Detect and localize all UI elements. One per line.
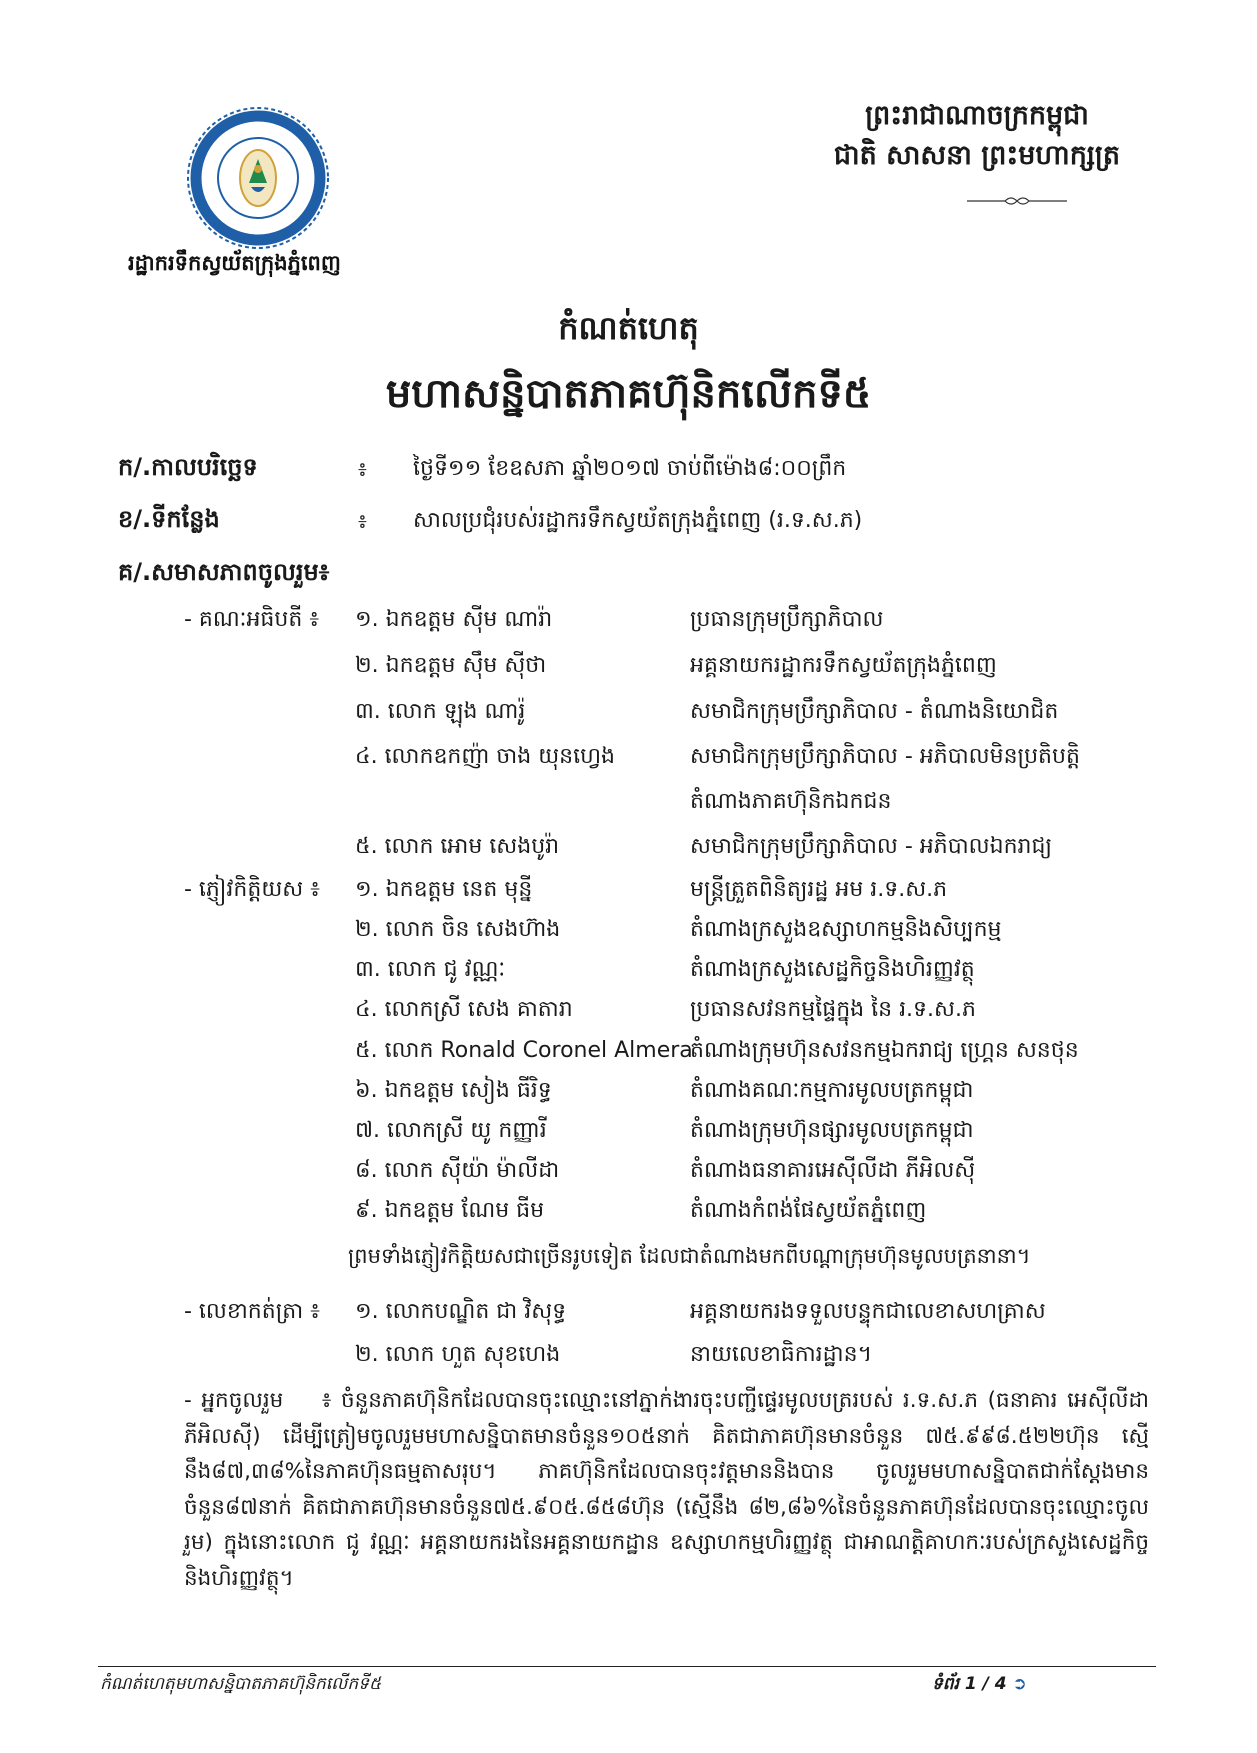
ornament-divider [967,192,1067,204]
guest-name: ២. លោក ចិន សេងហ៊ាង [355,917,561,942]
board-member-name: ៤. លោកឧកញ៉ា ចាង យុនហ្វេង [355,744,616,769]
guests-label: - ភ្ញៀវកិត្តិយស ៖ [184,877,320,902]
guest-role: មន្ត្រីត្រួតពិនិត្យរដ្ឋ អម រ.ទ.ស.ភ [690,877,948,902]
board-member-name: ២. ឯកឧត្តម ស៊ឹម ស៊ីថា [355,653,547,678]
guest-role: តំណាងកំពង់ផែស្វយ័តភ្នំពេញ [690,1198,927,1223]
board-label: - គណៈអធិបតី ៖ [184,607,319,632]
secretary-role: នាយលេខាធិការដ្ឋាន។ [690,1342,873,1367]
venue-label: ខ/.ទីកន្លែង [118,505,220,533]
document-subtitle: មហាសន្និបាតភាគហ៊ុនិកលើកទី៥ [385,371,872,417]
document-title: កំណត់ហេតុ [558,309,699,347]
guests-note: ព្រមទាំងភ្ញៀវកិត្តិយសជាច្រើនរូបទៀត ដែលជាតំណាងមកពីបណ្តាក្រុមហ៊ុនមូលបត្រនានា។ [348,1244,1031,1268]
board-member-name: ១. ឯកឧត្តម ស៊ីម ណារ៉ា [355,607,553,632]
participants-paragraph [184,1383,1149,1596]
participants-section-label: គ/.សមាសភាពចូលរួម៖ [118,558,330,586]
board-member-role: តំណាងភាគហ៊ុនិកឯកជន [690,789,892,814]
authority-logo [185,105,331,251]
date-value: ថ្ងៃទី១១ ខែឧសភា ឆ្នាំ២០១៧ ចាប់ពីម៉ោង៨:០០ព្រឹក [413,456,847,481]
guest-role: តំណាងគណៈកម្មការមូលបត្រកម្ពុជា [690,1078,974,1103]
guest-role: តំណាងធនាគារអេស៊ីលីដា ភីអិលស៊ី [690,1158,976,1183]
board-member-role: ប្រធានក្រុមប្រឹក្សាភិបាល [690,607,884,632]
guest-role: ប្រធានសវនកម្មផ្ទៃក្នុង នៃ រ.ទ.ស.ភ [690,997,976,1022]
secretary-name: ១. លោកបណ្ឌិត ជា វិសុទ្ធ [355,1299,567,1324]
page-number [932,1673,1027,1698]
guest-name: ៦. ឯកឧត្តម សៀង ធីរិទ្ធ [355,1078,552,1103]
participants-label: - អ្នកចូលរួម [184,1388,284,1413]
page-number-text: ទំព័រ 1 / 4 [932,1674,1007,1694]
guest-name: ៥. លោក Ronald Coronel Almera [355,1038,693,1063]
guest-role: តំណាងក្រសួងសេដ្ឋកិច្ចនិងហិរញ្ញវត្ថុ [690,957,975,982]
board-member-role: សមាជិកក្រុមប្រឹក្សាភិបាល - អភិបាលមិនប្រតិបត្តិ [690,744,1080,769]
secretary-label: - លេខាកត់ត្រា ៖ [184,1299,320,1324]
date-label: ក/.កាលបរិច្ឆេទ [118,453,258,481]
board-member-name: ៥. លោក អោម សេងបូរ៉ា [355,834,560,859]
footer-document-name: កំណត់ហេតុមហាសន្និបាតភាគហ៊ុនិកលើកទី៥ [100,1674,381,1694]
participants-text: ចំនួនភាគហ៊ុនិកដែលបានចុះឈ្មោះនៅភ្នាក់ងារចុះបញ្ជីផ្ទេរមូលបត្ររបស់ រ.ទ.ស.ភ (ធនាគារ អេស៊ីលីដា ភីអិលស៊ី) ដើម្បីត្រៀមចូលរួមមហាសន្និបាតមានចំនួន១០៥នាក់ គិតជាភាគហ៊ុនមានចំនួន ៧៥.៩៩៨.៥២២ហ៊ុន ស្មើនឹង៨៧,៣៨%នៃភាគហ៊ុនធម្មតាសរុប។ ភាគហ៊ុនិកដែលបានចុះវត្តមាននិងបាន ចូលរួមមហាសន្និបាតជាក់ស្តែងមានចំនួន៨៧នាក់ គិតជាភាគហ៊ុនមានចំនួន៧៥.៩០៥.៨៥៨ហ៊ុន (ស្មើនឹង ៨២,៨៦%នៃចំនួនភាគហ៊ុនដែលបានចុះឈ្មោះចូលរួម) ក្នុងនោះលោក ជូ វណ្ណៈ អគ្គនាយករងនៃអគ្គនាយកដ្ឋាន ឧស្សាហកម្មហិរញ្ញវត្ថុ ជាអាណត្តិគាហកៈរបស់ក្រសួងសេដ្ឋកិច្ចនិងហិរញ្ញវត្ថុ។ [184,1388,1149,1591]
board-member-role: សមាជិកក្រុមប្រឹក្សាភិបាល - អភិបាលឯករាជ្យ [690,834,1053,859]
guest-name: ៤. លោកស្រី សេង គាតារា [355,997,573,1022]
kingdom-header [797,96,1157,176]
national-motto: ជាតិ សាសនា ព្រះមហាក្សត្រ [833,140,1121,171]
guest-name: ៧. លោកស្រី យូ កញ្ញារី [355,1118,547,1143]
guest-name: ៣. លោក ជូ វណ្ណៈ [355,957,506,982]
kingdom-name: ព្រះរាជាណាចក្រកម្ពុជា [865,100,1089,131]
swirl-icon: ➲ [1012,1674,1027,1694]
board-member-role: សមាជិកក្រុមប្រឹក្សាភិបាល - តំណាងនិយោជិត [690,699,1059,724]
organization-name: រដ្ឋាករទឹកស្វយ័តក្រុងភ្នំពេញ [128,251,341,275]
footer-divider [98,1666,1156,1667]
venue-colon: ៖ [358,509,367,533]
guest-name: ៨. លោក ស៊ីយ៉ា ម៉ាលីដា [355,1158,560,1183]
board-member-role: អគ្គនាយករដ្ឋាករទឹកស្វយ័តក្រុងភ្នំពេញ [690,653,997,678]
venue-value: សាលប្រជុំរបស់រដ្ឋាករទឹកស្វយ័តក្រុងភ្នំពេញ (រ.ទ.ស.ភ) [413,508,863,533]
guest-role: តំណាងក្រសួងឧស្សាហកម្មនិងសិប្បកម្ម [690,917,1002,942]
guest-role: តំណាងក្រុមហ៊ុនផ្សារមូលបត្រកម្ពុជា [690,1118,974,1143]
participants-colon: ៖ [321,1388,332,1413]
guest-name: ១. ឯកឧត្តម នេត មុន្នី [355,877,533,902]
secretary-name: ២. លោក ហួត សុខហេង [355,1342,561,1367]
guest-name: ៩. ឯកឧត្តម ណែម ធីម [355,1198,545,1223]
guest-role: តំណាងក្រុមហ៊ុនសវនកម្មឯករាជ្យ ហ្គ្រេន សនថុន [690,1038,1079,1063]
board-member-name: ៣. លោក ឡុង ណារ៉ូ [355,699,526,724]
date-colon: ៖ [358,457,367,481]
secretary-role: អគ្គនាយករងទទួលបន្ទុកជាលេខាសហគ្រាស [690,1299,1046,1324]
